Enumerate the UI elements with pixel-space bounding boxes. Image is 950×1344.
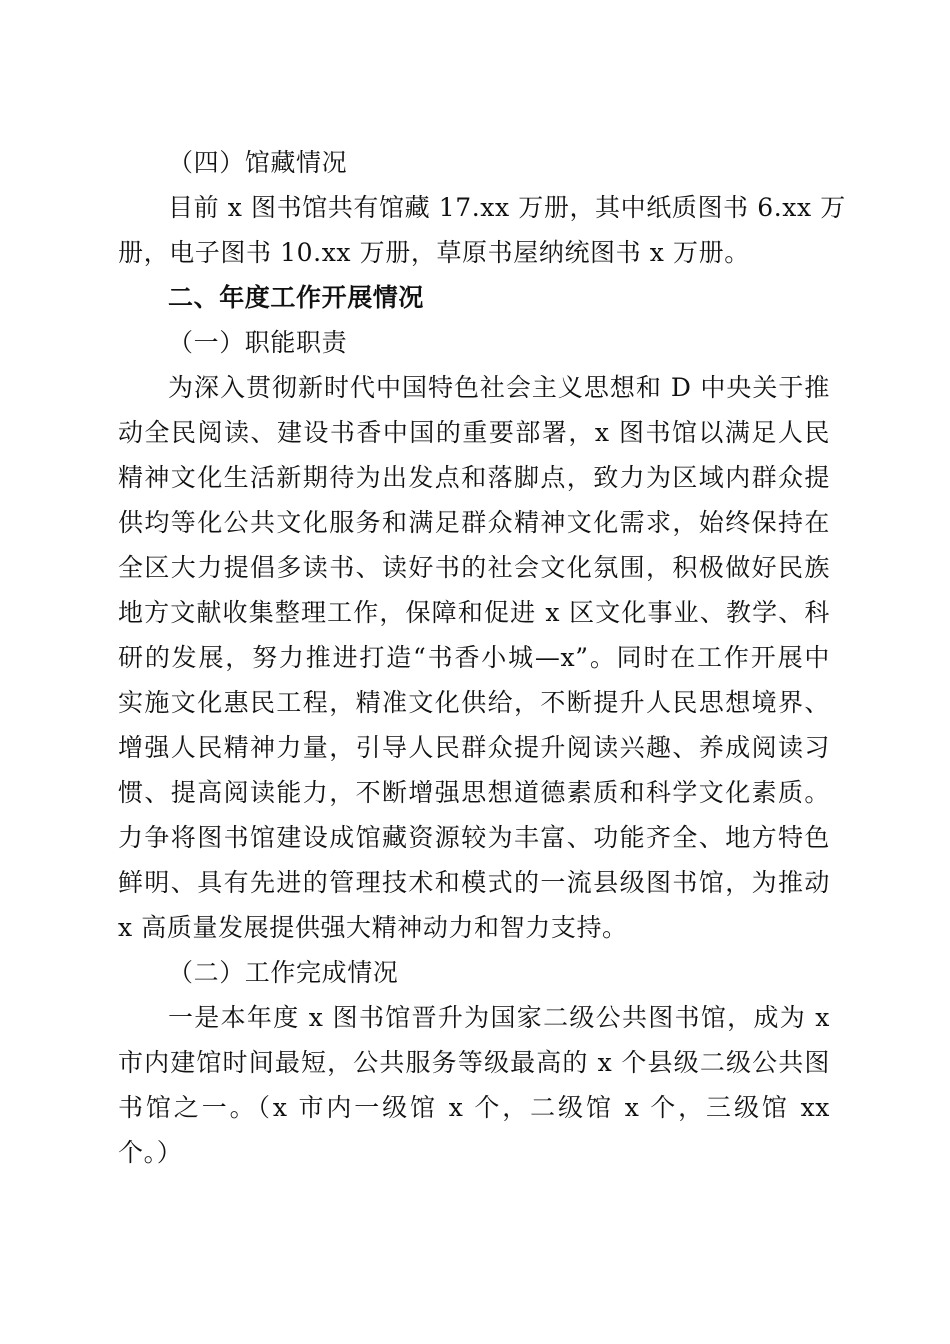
duty-line-12: 鲜明、具有先进的管理技术和模式的一流县级图书馆，为推动 (118, 868, 830, 897)
duty-line-8: 实施文化惠民工程，精准文化供给，不断提升人民思想境界、 (118, 688, 830, 717)
section-4-title: （四）馆藏情况 (168, 148, 348, 177)
document-body (118, 140, 846, 1175)
duty-line-13: x 高质量发展提供强大精神动力和智力支持。 (118, 913, 628, 942)
collection-line-1: 目前 x 图书馆共有馆藏 17.xx 万册，其中纸质图书 6.xx 万 (168, 193, 846, 222)
completion-line-1: 一是本年度 x 图书馆晋升为国家二级公共图书馆，成为 x (168, 1003, 830, 1032)
duty-line-1: 为深入贯彻新时代中国特色社会主义思想和 D 中央关于推 (168, 373, 830, 402)
duty-line-11: 力争将图书馆建设成馆藏资源较为丰富、功能齐全、地方特色 (118, 823, 830, 852)
duty-line-6: 地方文献收集整理工作，保障和促进 x 区文化事业、教学、科 (118, 598, 830, 627)
section-1-title: （一）职能职责 (168, 328, 348, 357)
completion-line-3: 书馆之一。（x 市内一级馆 x 个，二级馆 x 个，三级馆 xx (118, 1093, 830, 1122)
duty-line-5: 全区大力提倡多读书、读好书的社会文化氛围，积极做好民族 (118, 553, 830, 582)
part-2-title: 二、年度工作开展情况 (168, 283, 425, 312)
duty-line-9: 增强人民精神力量，引导人民群众提升阅读兴趣、养成阅读习 (118, 733, 830, 762)
duty-line-3: 精神文化生活新期待为出发点和落脚点，致力为区域内群众提 (118, 463, 830, 492)
duty-line-2: 动全民阅读、建设书香中国的重要部署，x 图书馆以满足人民 (118, 418, 830, 447)
collection-line-2: 册，电子图书 10.xx 万册，草原书屋纳统图书 x 万册。 (118, 238, 750, 267)
completion-line-2: 市内建馆时间最短，公共服务等级最高的 x 个县级二级公共图 (118, 1048, 830, 1077)
completion-line-4: 个。） (118, 1138, 183, 1167)
duty-line-10: 惯、提高阅读能力，不断增强思想道德素质和科学文化素质。 (118, 778, 830, 807)
duty-line-7: 研的发展，努力推进打造“书香小城—x”。同时在工作开展中 (118, 643, 830, 672)
duty-line-4: 供均等化公共文化服务和满足群众精神文化需求，始终保持在 (118, 508, 830, 537)
section-2-title: （二）工作完成情况 (168, 958, 399, 987)
